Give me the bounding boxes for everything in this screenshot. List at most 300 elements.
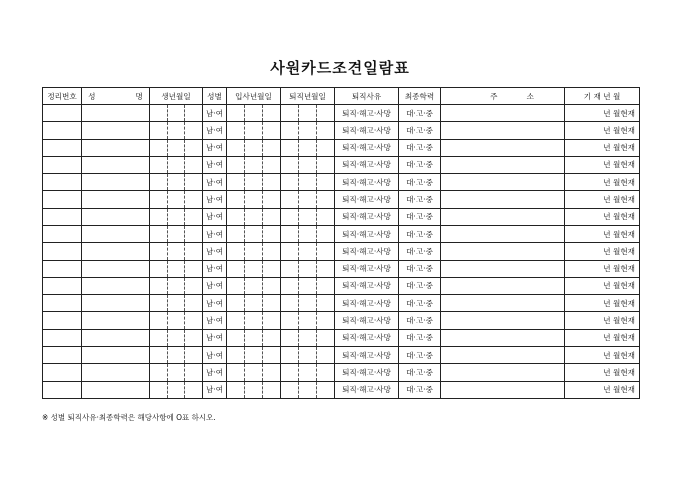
birth-cell[interactable] — [150, 156, 203, 173]
birth-cell[interactable] — [150, 225, 203, 242]
date-part-field[interactable] — [150, 278, 167, 294]
reg-no-cell[interactable] — [43, 208, 82, 225]
hire-date-cell[interactable] — [227, 277, 281, 294]
date-part-field[interactable] — [262, 191, 280, 207]
retire-reason-cell[interactable]: 퇴직·해고·사망 — [335, 105, 399, 122]
gender-cell[interactable]: 남·여 — [203, 156, 227, 173]
date-part-field[interactable] — [298, 330, 316, 346]
date-part-field[interactable] — [184, 157, 202, 173]
reg-no-cell[interactable] — [43, 260, 82, 277]
date-part-field[interactable] — [281, 312, 298, 328]
date-part-field[interactable] — [184, 382, 202, 399]
date-part-field[interactable] — [262, 347, 280, 363]
name-cell[interactable] — [82, 381, 150, 399]
date-part-field[interactable] — [167, 364, 185, 380]
retire-date-cell[interactable] — [281, 139, 335, 156]
gender-cell[interactable]: 남·여 — [203, 243, 227, 260]
retire-reason-cell[interactable]: 퇴직·해고·사망 — [335, 174, 399, 191]
date-part-field[interactable] — [167, 157, 185, 173]
hire-date-cell[interactable] — [227, 208, 281, 225]
date-part-field[interactable] — [262, 226, 280, 242]
retire-reason-cell[interactable]: 퇴직·해고·사망 — [335, 191, 399, 208]
date-part-field[interactable] — [184, 191, 202, 207]
gender-cell[interactable]: 남·여 — [203, 329, 227, 346]
name-cell[interactable] — [82, 139, 150, 156]
record-date-cell[interactable]: 년 월현재 — [565, 156, 640, 173]
retire-reason-cell[interactable]: 퇴직·해고·사망 — [335, 208, 399, 225]
record-date-cell[interactable]: 년 월현재 — [565, 243, 640, 260]
date-part-field[interactable] — [150, 209, 167, 225]
date-part-field[interactable] — [244, 364, 262, 380]
date-part-field[interactable] — [244, 226, 262, 242]
date-part-field[interactable] — [167, 261, 185, 277]
date-part-field[interactable] — [150, 243, 167, 259]
date-part-field[interactable] — [184, 347, 202, 363]
retire-date-cell[interactable] — [281, 156, 335, 173]
date-part-field[interactable] — [167, 226, 185, 242]
date-part-field[interactable] — [167, 347, 185, 363]
date-part-field[interactable] — [262, 261, 280, 277]
name-cell[interactable] — [82, 364, 150, 381]
record-date-cell[interactable]: 년 월현재 — [565, 225, 640, 242]
gender-cell[interactable]: 남·여 — [203, 174, 227, 191]
date-part-field[interactable] — [150, 122, 167, 138]
date-part-field[interactable] — [244, 209, 262, 225]
hire-date-cell[interactable] — [227, 225, 281, 242]
date-part-field[interactable] — [316, 105, 334, 121]
record-date-cell[interactable]: 년 월현재 — [565, 105, 640, 122]
gender-cell[interactable]: 남·여 — [203, 260, 227, 277]
address-cell[interactable] — [441, 139, 565, 156]
date-part-field[interactable] — [316, 312, 334, 328]
education-cell[interactable]: 대·고·중 — [399, 346, 441, 363]
date-part-field[interactable] — [150, 226, 167, 242]
date-part-field[interactable] — [167, 312, 185, 328]
date-part-field[interactable] — [184, 140, 202, 156]
education-cell[interactable]: 대·고·중 — [399, 139, 441, 156]
date-part-field[interactable] — [244, 312, 262, 328]
date-part-field[interactable] — [150, 312, 167, 328]
date-part-field[interactable] — [262, 122, 280, 138]
gender-cell[interactable]: 남·여 — [203, 364, 227, 381]
birth-cell[interactable] — [150, 312, 203, 329]
retire-reason-cell[interactable]: 퇴직·해고·사망 — [335, 139, 399, 156]
address-cell[interactable] — [441, 191, 565, 208]
hire-date-cell[interactable] — [227, 243, 281, 260]
address-cell[interactable] — [441, 122, 565, 139]
reg-no-cell[interactable] — [43, 243, 82, 260]
date-part-field[interactable] — [298, 243, 316, 259]
date-part-field[interactable] — [227, 382, 244, 399]
date-part-field[interactable] — [316, 261, 334, 277]
date-part-field[interactable] — [227, 278, 244, 294]
reg-no-cell[interactable] — [43, 312, 82, 329]
date-part-field[interactable] — [316, 122, 334, 138]
retire-date-cell[interactable] — [281, 381, 335, 399]
date-part-field[interactable] — [227, 330, 244, 346]
date-part-field[interactable] — [262, 312, 280, 328]
birth-cell[interactable] — [150, 208, 203, 225]
name-cell[interactable] — [82, 346, 150, 363]
date-part-field[interactable] — [227, 295, 244, 311]
date-part-field[interactable] — [262, 105, 280, 121]
date-part-field[interactable] — [316, 140, 334, 156]
reg-no-cell[interactable] — [43, 225, 82, 242]
retire-date-cell[interactable] — [281, 346, 335, 363]
date-part-field[interactable] — [227, 105, 244, 121]
retire-date-cell[interactable] — [281, 243, 335, 260]
date-part-field[interactable] — [281, 243, 298, 259]
date-part-field[interactable] — [281, 278, 298, 294]
reg-no-cell[interactable] — [43, 191, 82, 208]
date-part-field[interactable] — [262, 330, 280, 346]
retire-reason-cell[interactable]: 퇴직·해고·사망 — [335, 364, 399, 381]
date-part-field[interactable] — [281, 122, 298, 138]
address-cell[interactable] — [441, 364, 565, 381]
gender-cell[interactable]: 남·여 — [203, 277, 227, 294]
date-part-field[interactable] — [167, 382, 185, 399]
name-cell[interactable] — [82, 156, 150, 173]
date-part-field[interactable] — [262, 364, 280, 380]
education-cell[interactable]: 대·고·중 — [399, 381, 441, 399]
date-part-field[interactable] — [281, 140, 298, 156]
reg-no-cell[interactable] — [43, 277, 82, 294]
date-part-field[interactable] — [184, 105, 202, 121]
name-cell[interactable] — [82, 260, 150, 277]
date-part-field[interactable] — [298, 226, 316, 242]
date-part-field[interactable] — [167, 243, 185, 259]
gender-cell[interactable]: 남·여 — [203, 191, 227, 208]
retire-reason-cell[interactable]: 퇴직·해고·사망 — [335, 260, 399, 277]
date-part-field[interactable] — [298, 157, 316, 173]
education-cell[interactable]: 대·고·중 — [399, 329, 441, 346]
date-part-field[interactable] — [244, 347, 262, 363]
retire-reason-cell[interactable]: 퇴직·해고·사망 — [335, 122, 399, 139]
retire-date-cell[interactable] — [281, 277, 335, 294]
name-cell[interactable] — [82, 312, 150, 329]
address-cell[interactable] — [441, 208, 565, 225]
gender-cell[interactable]: 남·여 — [203, 139, 227, 156]
education-cell[interactable]: 대·고·중 — [399, 260, 441, 277]
retire-date-cell[interactable] — [281, 364, 335, 381]
date-part-field[interactable] — [184, 278, 202, 294]
retire-date-cell[interactable] — [281, 329, 335, 346]
hire-date-cell[interactable] — [227, 191, 281, 208]
date-part-field[interactable] — [184, 174, 202, 190]
name-cell[interactable] — [82, 105, 150, 122]
education-cell[interactable]: 대·고·중 — [399, 105, 441, 122]
birth-cell[interactable] — [150, 191, 203, 208]
birth-cell[interactable] — [150, 381, 203, 399]
birth-cell[interactable] — [150, 329, 203, 346]
date-part-field[interactable] — [281, 174, 298, 190]
record-date-cell[interactable]: 년 월현재 — [565, 139, 640, 156]
date-part-field[interactable] — [150, 295, 167, 311]
name-cell[interactable] — [82, 174, 150, 191]
date-part-field[interactable] — [262, 295, 280, 311]
gender-cell[interactable]: 남·여 — [203, 225, 227, 242]
hire-date-cell[interactable] — [227, 346, 281, 363]
date-part-field[interactable] — [298, 191, 316, 207]
reg-no-cell[interactable] — [43, 346, 82, 363]
date-part-field[interactable] — [262, 140, 280, 156]
date-part-field[interactable] — [316, 382, 334, 399]
address-cell[interactable] — [441, 174, 565, 191]
birth-cell[interactable] — [150, 122, 203, 139]
date-part-field[interactable] — [227, 191, 244, 207]
name-cell[interactable] — [82, 208, 150, 225]
education-cell[interactable]: 대·고·중 — [399, 122, 441, 139]
date-part-field[interactable] — [316, 330, 334, 346]
date-part-field[interactable] — [150, 364, 167, 380]
record-date-cell[interactable]: 년 월현재 — [565, 295, 640, 312]
date-part-field[interactable] — [244, 243, 262, 259]
date-part-field[interactable] — [227, 243, 244, 259]
hire-date-cell[interactable] — [227, 105, 281, 122]
retire-date-cell[interactable] — [281, 122, 335, 139]
education-cell[interactable]: 대·고·중 — [399, 208, 441, 225]
hire-date-cell[interactable] — [227, 174, 281, 191]
date-part-field[interactable] — [227, 122, 244, 138]
date-part-field[interactable] — [150, 140, 167, 156]
education-cell[interactable]: 대·고·중 — [399, 243, 441, 260]
name-cell[interactable] — [82, 295, 150, 312]
date-part-field[interactable] — [298, 140, 316, 156]
education-cell[interactable]: 대·고·중 — [399, 225, 441, 242]
date-part-field[interactable] — [281, 261, 298, 277]
gender-cell[interactable]: 남·여 — [203, 312, 227, 329]
reg-no-cell[interactable] — [43, 122, 82, 139]
education-cell[interactable]: 대·고·중 — [399, 277, 441, 294]
gender-cell[interactable]: 남·여 — [203, 105, 227, 122]
date-part-field[interactable] — [167, 140, 185, 156]
education-cell[interactable]: 대·고·중 — [399, 191, 441, 208]
name-cell[interactable] — [82, 243, 150, 260]
date-part-field[interactable] — [227, 157, 244, 173]
date-part-field[interactable] — [184, 209, 202, 225]
record-date-cell[interactable]: 년 월현재 — [565, 329, 640, 346]
date-part-field[interactable] — [281, 209, 298, 225]
date-part-field[interactable] — [184, 122, 202, 138]
gender-cell[interactable]: 남·여 — [203, 295, 227, 312]
date-part-field[interactable] — [184, 226, 202, 242]
date-part-field[interactable] — [167, 191, 185, 207]
education-cell[interactable]: 대·고·중 — [399, 174, 441, 191]
date-part-field[interactable] — [298, 261, 316, 277]
date-part-field[interactable] — [298, 364, 316, 380]
date-part-field[interactable] — [281, 157, 298, 173]
hire-date-cell[interactable] — [227, 381, 281, 399]
retire-date-cell[interactable] — [281, 225, 335, 242]
date-part-field[interactable] — [227, 209, 244, 225]
birth-cell[interactable] — [150, 243, 203, 260]
hire-date-cell[interactable] — [227, 312, 281, 329]
birth-cell[interactable] — [150, 277, 203, 294]
birth-cell[interactable] — [150, 139, 203, 156]
birth-cell[interactable] — [150, 174, 203, 191]
date-part-field[interactable] — [167, 122, 185, 138]
address-cell[interactable] — [441, 243, 565, 260]
retire-date-cell[interactable] — [281, 191, 335, 208]
address-cell[interactable] — [441, 295, 565, 312]
date-part-field[interactable] — [244, 174, 262, 190]
date-part-field[interactable] — [167, 330, 185, 346]
date-part-field[interactable] — [316, 347, 334, 363]
date-part-field[interactable] — [184, 312, 202, 328]
retire-reason-cell[interactable]: 퇴직·해고·사망 — [335, 295, 399, 312]
record-date-cell[interactable]: 년 월현재 — [565, 208, 640, 225]
date-part-field[interactable] — [227, 364, 244, 380]
date-part-field[interactable] — [167, 295, 185, 311]
hire-date-cell[interactable] — [227, 139, 281, 156]
address-cell[interactable] — [441, 329, 565, 346]
record-date-cell[interactable]: 년 월현재 — [565, 312, 640, 329]
date-part-field[interactable] — [316, 191, 334, 207]
date-part-field[interactable] — [184, 330, 202, 346]
date-part-field[interactable] — [281, 382, 298, 399]
reg-no-cell[interactable] — [43, 156, 82, 173]
reg-no-cell[interactable] — [43, 295, 82, 312]
date-part-field[interactable] — [281, 364, 298, 380]
record-date-cell[interactable]: 년 월현재 — [565, 346, 640, 363]
gender-cell[interactable]: 남·여 — [203, 122, 227, 139]
date-part-field[interactable] — [167, 105, 185, 121]
date-part-field[interactable] — [244, 278, 262, 294]
date-part-field[interactable] — [244, 295, 262, 311]
date-part-field[interactable] — [244, 330, 262, 346]
gender-cell[interactable]: 남·여 — [203, 346, 227, 363]
date-part-field[interactable] — [244, 157, 262, 173]
date-part-field[interactable] — [184, 295, 202, 311]
birth-cell[interactable] — [150, 105, 203, 122]
retire-reason-cell[interactable]: 퇴직·해고·사망 — [335, 225, 399, 242]
date-part-field[interactable] — [298, 122, 316, 138]
birth-cell[interactable] — [150, 346, 203, 363]
date-part-field[interactable] — [281, 347, 298, 363]
date-part-field[interactable] — [244, 382, 262, 399]
education-cell[interactable]: 대·고·중 — [399, 295, 441, 312]
date-part-field[interactable] — [244, 105, 262, 121]
hire-date-cell[interactable] — [227, 295, 281, 312]
retire-date-cell[interactable] — [281, 260, 335, 277]
date-part-field[interactable] — [150, 330, 167, 346]
date-part-field[interactable] — [262, 157, 280, 173]
reg-no-cell[interactable] — [43, 174, 82, 191]
date-part-field[interactable] — [262, 174, 280, 190]
hire-date-cell[interactable] — [227, 260, 281, 277]
record-date-cell[interactable]: 년 월현재 — [565, 191, 640, 208]
date-part-field[interactable] — [298, 209, 316, 225]
date-part-field[interactable] — [281, 226, 298, 242]
date-part-field[interactable] — [244, 122, 262, 138]
date-part-field[interactable] — [227, 347, 244, 363]
date-part-field[interactable] — [184, 261, 202, 277]
date-part-field[interactable] — [316, 364, 334, 380]
date-part-field[interactable] — [184, 364, 202, 380]
name-cell[interactable] — [82, 329, 150, 346]
date-part-field[interactable] — [262, 278, 280, 294]
date-part-field[interactable] — [167, 209, 185, 225]
retire-date-cell[interactable] — [281, 295, 335, 312]
gender-cell[interactable]: 남·여 — [203, 381, 227, 399]
date-part-field[interactable] — [298, 312, 316, 328]
address-cell[interactable] — [441, 260, 565, 277]
record-date-cell[interactable]: 년 월현재 — [565, 277, 640, 294]
date-part-field[interactable] — [227, 140, 244, 156]
address-cell[interactable] — [441, 381, 565, 399]
date-part-field[interactable] — [150, 174, 167, 190]
education-cell[interactable]: 대·고·중 — [399, 312, 441, 329]
address-cell[interactable] — [441, 105, 565, 122]
reg-no-cell[interactable] — [43, 329, 82, 346]
reg-no-cell[interactable] — [43, 381, 82, 399]
date-part-field[interactable] — [167, 174, 185, 190]
record-date-cell[interactable]: 년 월현재 — [565, 381, 640, 399]
date-part-field[interactable] — [227, 261, 244, 277]
record-date-cell[interactable]: 년 월현재 — [565, 174, 640, 191]
retire-reason-cell[interactable]: 퇴직·해고·사망 — [335, 312, 399, 329]
hire-date-cell[interactable] — [227, 156, 281, 173]
date-part-field[interactable] — [262, 382, 280, 399]
address-cell[interactable] — [441, 225, 565, 242]
name-cell[interactable] — [82, 225, 150, 242]
hire-date-cell[interactable] — [227, 329, 281, 346]
date-part-field[interactable] — [150, 347, 167, 363]
address-cell[interactable] — [441, 346, 565, 363]
date-part-field[interactable] — [298, 105, 316, 121]
date-part-field[interactable] — [316, 243, 334, 259]
birth-cell[interactable] — [150, 260, 203, 277]
date-part-field[interactable] — [184, 243, 202, 259]
name-cell[interactable] — [82, 277, 150, 294]
date-part-field[interactable] — [316, 157, 334, 173]
retire-date-cell[interactable] — [281, 105, 335, 122]
date-part-field[interactable] — [298, 347, 316, 363]
birth-cell[interactable] — [150, 295, 203, 312]
date-part-field[interactable] — [244, 261, 262, 277]
date-part-field[interactable] — [150, 191, 167, 207]
date-part-field[interactable] — [298, 295, 316, 311]
date-part-field[interactable] — [150, 261, 167, 277]
retire-date-cell[interactable] — [281, 312, 335, 329]
date-part-field[interactable] — [281, 295, 298, 311]
date-part-field[interactable] — [281, 330, 298, 346]
date-part-field[interactable] — [150, 157, 167, 173]
birth-cell[interactable] — [150, 364, 203, 381]
date-part-field[interactable] — [167, 278, 185, 294]
date-part-field[interactable] — [316, 174, 334, 190]
retire-date-cell[interactable] — [281, 208, 335, 225]
name-cell[interactable] — [82, 122, 150, 139]
hire-date-cell[interactable] — [227, 364, 281, 381]
date-part-field[interactable] — [244, 191, 262, 207]
reg-no-cell[interactable] — [43, 139, 82, 156]
retire-reason-cell[interactable]: 퇴직·해고·사망 — [335, 381, 399, 399]
retire-reason-cell[interactable]: 퇴직·해고·사망 — [335, 329, 399, 346]
date-part-field[interactable] — [316, 209, 334, 225]
retire-reason-cell[interactable]: 퇴직·해고·사망 — [335, 346, 399, 363]
retire-date-cell[interactable] — [281, 174, 335, 191]
date-part-field[interactable] — [262, 243, 280, 259]
date-part-field[interactable] — [281, 105, 298, 121]
reg-no-cell[interactable] — [43, 364, 82, 381]
record-date-cell[interactable]: 년 월현재 — [565, 364, 640, 381]
address-cell[interactable] — [441, 277, 565, 294]
date-part-field[interactable] — [316, 295, 334, 311]
retire-reason-cell[interactable]: 퇴직·해고·사망 — [335, 156, 399, 173]
date-part-field[interactable] — [150, 382, 167, 399]
date-part-field[interactable] — [227, 174, 244, 190]
